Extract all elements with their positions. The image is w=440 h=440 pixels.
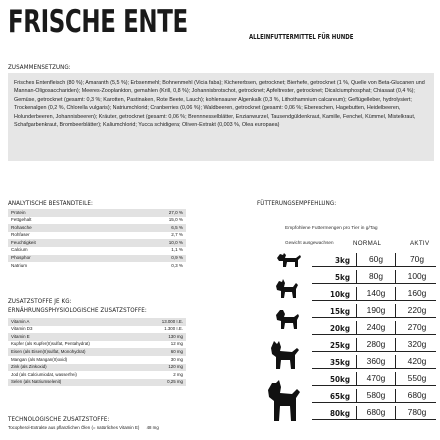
feeding-weight: 20kg [330,323,350,333]
dog-shepherd-icon [266,338,302,372]
additive-row [8,356,186,364]
normal-column-header: NORMAL [353,240,382,247]
feeding-normal-amount: 680g [356,406,396,419]
analytic-label: Calcium [11,247,28,253]
dog-small-icon [274,250,304,270]
additives-heading: ZUSATZSTOFFE JE KG: [8,298,72,305]
feeding-aktiv-amount: 100g [407,271,427,281]
aktiv-column-header: AKTIV [410,240,430,247]
feeding-row [312,253,436,267]
additive-row [8,333,186,341]
additive-row [8,318,186,326]
additive-row [8,326,186,334]
feeding-aktiv-amount: 160g [407,288,427,298]
feeding-aktiv-amount: 420g [407,356,427,366]
analytic-value: 15,0 % [168,217,183,223]
additive-value: 60 mg [143,348,186,356]
feeding-row [312,321,436,335]
additive-label: Mangan (als Mangan(II)oxid) [11,356,68,362]
analytic-value: 10,0 % [115,239,186,247]
analytic-row [8,262,186,270]
additive-label: Jod (als Calciumiodat, wasserfrei) [11,371,77,377]
additive-label: Zink (als Zinkoxid) [8,364,143,372]
additive-label: Kupfer (als Kupfer(II)sulfat, Pentahydrat) [11,341,90,347]
tech-additives-label: Tocopherol-Extrakte aus pflanzlichen Ölen (= natürliches Vitamin E) [8,425,140,430]
analytic-value: 6,5 % [115,224,186,232]
analytic-row [8,255,186,263]
analytic-row [8,217,186,225]
additive-row [8,348,186,356]
analytic-value: 1,1 % [171,247,183,253]
analytic-label: Rohfaser [11,232,30,238]
product-title: FRISCHE ENTE [8,4,188,40]
ingredients-panel [8,73,434,161]
feeding-weight: 25kg [330,340,350,350]
additive-value: 130 mg [143,333,186,341]
feeding-weight: 80kg [330,408,350,418]
feeding-aktiv-amount: 70g [410,254,424,264]
feeding-weight: 3kg [335,255,350,265]
additive-value: 2 mg [173,371,183,377]
additive-label: Vitamin D3 [11,326,33,332]
weight-column-label: Gewicht ausgewachsen [285,240,334,245]
dog-large-icon [264,378,304,424]
analytic-value: 27,0 % [115,209,186,217]
feeding-normal-amount: 580g [356,389,396,402]
feeding-subheading: Empfohlene Futtermengen pro Tier in g/Tag [285,226,378,231]
feeding-aktiv-amount: 780g [407,407,427,417]
feeding-row [312,287,436,301]
additive-label: Vitamin E [8,333,143,341]
feeding-aktiv-amount: 680g [407,390,427,400]
feeding-normal-amount: 60g [356,253,396,266]
feeding-normal-amount: 360g [356,355,396,368]
analytic-label: Fettgehalt [11,217,32,223]
analytic-heading: ANALYTISCHE BESTANDTEILE: [8,200,93,207]
analytic-label: Phosphor [8,255,115,263]
additive-value: 30 mg [170,356,183,362]
analytic-label: Rohasche [8,224,115,232]
feeding-aktiv-amount: 320g [407,339,427,349]
feeding-row [312,338,436,352]
additive-row [8,371,186,379]
additive-row [8,341,186,349]
feeding-row [312,389,436,403]
additives-table [8,318,186,386]
analytic-table [8,209,186,270]
analytic-row [8,224,186,232]
feeding-weight: 10kg [330,289,350,299]
additive-value: 1.300 I.E. [164,326,183,332]
additive-value: 12 mg [170,341,183,347]
additive-label: Vitamin A [8,318,143,326]
analytic-row [8,239,186,247]
feeding-aktiv-amount: 270g [407,322,427,332]
feeding-aktiv-amount: 550g [407,373,427,383]
analytic-value: 0,9 % [115,255,186,263]
feeding-normal-amount: 280g [356,338,396,351]
feeding-weight: 50kg [330,374,350,384]
tech-additives-heading: TECHNOLOGISCHE ZUSATZSTOFFE: [8,416,110,423]
analytic-value: 0,3 % [171,262,183,268]
dog-terrier-icon [272,277,302,301]
ingredients-text: Frisches Entenfleisch (80 %); Amaranth (5,5 %); Erbsenmehl; Bohnenmehl (Vicia faba); Kichererbsen, getrocknet; Bierhefe, getrocknet (1 %, Quelle von Beta-Glucanen und Mannan-Oligosacchariden); Meeres-Zooplankton, gemahlen (Krill, 0,8 %); Johannisbrotschot, getrocknet; Apfeltrester, getrocknet; Dicalciumphosphat; Chiasaat (0,4 %); Gemüse, getrocknet (gesamt: 0,3 %; Karotten, Pastinaken, Rote Beete, Lauch); kohlensaurer Algenkalk (0,3 %, Lithothamnium calcareum); Geflügelleber, hydrolysiert; Trockenalgen (0,2 %, Chlorella vulgaris); Natriumchlorid; Cranberries (0,06 %); Waldbeeren, getrocknet (gesamt: 0,06 %; Ebereschen, Hagebutten, Heidelbeeren, Holunderbeeren, Johannisbeeren); Kräuter, getrocknet (gesamt: 0,06 %; Brennnesselblätter, Enzianwurzel, Tausendgüldenkraut, Kamille, Fenchel, Kümmel, Mistelkraut, Schafgarbenkraut, Brombeerblätter); Kaliumchlorid; Yucca schidigera; Oliven-Extrakt (0,003 %, Olea europaea) [14,80,425,129]
feeding-row [312,406,436,420]
dog-spaniel-icon [272,306,302,332]
feeding-weight: 5kg [335,272,350,282]
additive-value: 0,25 mg [143,379,186,387]
feeding-normal-amount: 240g [356,321,396,334]
analytic-row [8,247,186,255]
feeding-row [312,270,436,284]
analytic-label: Natrium [11,262,28,268]
tech-additives-row [8,425,186,430]
additive-row [8,364,186,372]
analytic-label: Protein [8,209,115,217]
feeding-normal-amount: 140g [356,287,396,300]
ingredients-heading: ZUSAMMENSETZUNG: [8,64,71,71]
analytic-row [8,209,186,217]
additive-label: Eisen (als Eisen(II)sulfat, Monohydrat) [8,348,143,356]
feeding-row [312,355,436,369]
analytic-value: 2,7 % [171,232,183,238]
feeding-normal-amount: 470g [356,372,396,385]
additive-row [8,379,186,387]
feeding-weight: 35kg [330,357,350,367]
additive-value: 13.000 I.E. [143,318,186,326]
additives-subheading: ERNÄHRUNGSPHYSIOLOGISCHE ZUSATZSTOFFE: [8,307,147,314]
feeding-heading: FÜTTERUNGSEMPFEHLUNG: [257,200,337,207]
tech-additives-value: 48 mg [146,425,159,430]
feeding-weight: 15kg [330,306,350,316]
feeding-weight: 65kg [330,391,350,401]
feeding-row [312,372,436,386]
analytic-label: Feuchtigkeit [8,239,115,247]
product-subtitle: ALLEINFUTTERMITTEL FÜR HUNDE [249,33,354,41]
feeding-normal-amount: 80g [356,270,396,283]
additive-value: 120 mg [143,364,186,372]
feeding-normal-amount: 190g [356,304,396,317]
analytic-row [8,232,186,240]
additive-label: Selen (als Natriumselenit) [8,379,143,387]
feeding-row [312,304,436,318]
feeding-aktiv-amount: 220g [407,305,427,315]
